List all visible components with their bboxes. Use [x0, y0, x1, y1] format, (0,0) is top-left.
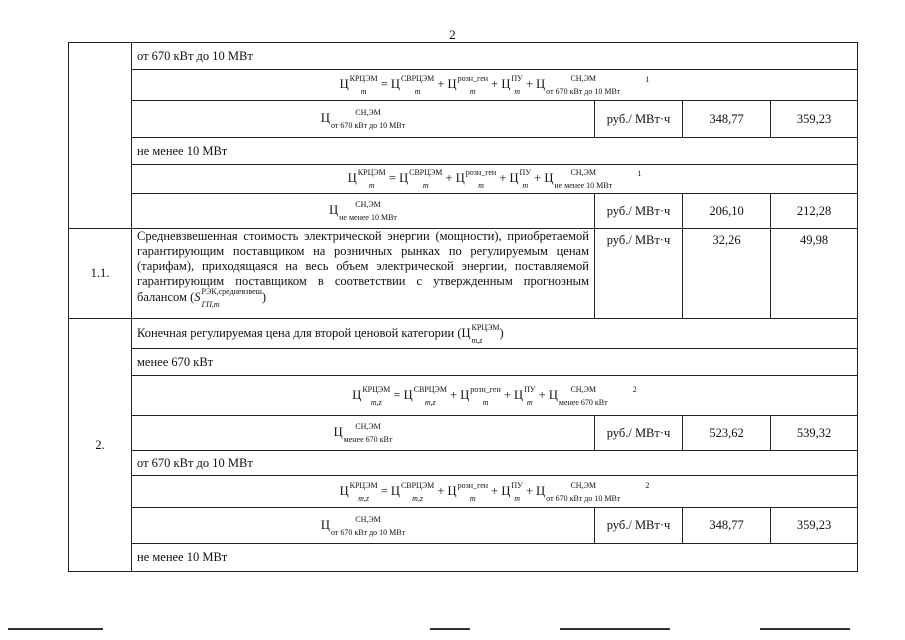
- formula-row: [69, 476, 858, 508]
- unit-cell: руб./ МВт·ч: [595, 229, 683, 319]
- item-description: Средневзвешенная стоимость электрической энергии (мощности), приобретаемой гарантирующим поставщиком на розничных рынках по регулируемым ценам (тарифам), приходящаяся на весь объем электрической энергии, поставляемой гарантирующим поставщиком в соответствии с утвержденным прогнозным балансом (S РЭК,средневзвеш ГП,m ): [132, 229, 595, 319]
- footnote-mark: 1: [645, 74, 650, 84]
- item-number: 1.1.: [69, 229, 132, 319]
- formula: Ц КРЦЭМ m,z = Ц СВРЦЭМ m,z + Ц розн_ген m + Ц ПУ m + Ц СН,ЭМ менее 670 кВт $^2$: [132, 376, 858, 416]
- tariff-table: [68, 42, 858, 572]
- formula-row: [69, 376, 858, 416]
- scan-edge-lines: [0, 628, 905, 638]
- row-label: от 670 кВт до 10 МВт: [132, 43, 858, 70]
- table-row: [69, 229, 858, 319]
- unit-cell: руб./ МВт·ч: [595, 416, 683, 451]
- footnote-mark: 2: [645, 481, 650, 491]
- value-cell: 359,23: [771, 508, 858, 544]
- value-cell: 49,98: [771, 229, 858, 319]
- formula: Ц КРЦЭМ m,z = Ц СВРЦЭМ m,z + Ц розн_ген m + Ц ПУ m + Ц СН,ЭМ от 670 кВт до 10 МВт $^2$: [132, 476, 858, 508]
- number-cell: [69, 43, 132, 229]
- unit-cell: руб./ МВт·ч: [595, 194, 683, 229]
- value-cell: 523,62: [683, 416, 771, 451]
- table-row: [69, 101, 858, 138]
- value-symbol: Ц СН,ЭМ от 670 кВт до 10 МВт: [132, 101, 595, 138]
- table-row: [69, 451, 858, 476]
- row-label: не менее 10 МВт: [132, 138, 858, 165]
- table-row: [69, 349, 858, 376]
- value-symbol: Ц СН,ЭМ не менее 10 МВт: [132, 194, 595, 229]
- table-row: [69, 138, 858, 165]
- value-cell: 32,26: [683, 229, 771, 319]
- value-symbol: Ц СН,ЭМ менее 670 кВт: [132, 416, 595, 451]
- value-cell: 206,10: [683, 194, 771, 229]
- value-cell: 348,77: [683, 101, 771, 138]
- unit-cell: руб./ МВт·ч: [595, 508, 683, 544]
- formula-row: [69, 70, 858, 101]
- value-symbol: Ц СН,ЭМ от 670 кВт до 10 МВт: [132, 508, 595, 544]
- unit-cell: руб./ МВт·ч: [595, 101, 683, 138]
- table-row: [69, 416, 858, 451]
- row-label: от 670 кВт до 10 МВт: [132, 451, 858, 476]
- value-cell: 359,23: [771, 101, 858, 138]
- footnote-mark: 1: [637, 168, 642, 178]
- row-label: не менее 10 МВт: [132, 544, 858, 572]
- value-cell: 212,28: [771, 194, 858, 229]
- table-row: [69, 43, 858, 70]
- formula-row: [69, 165, 858, 194]
- page-number: 2: [449, 27, 456, 42]
- table-row: [69, 319, 858, 349]
- section-heading: Конечная регулируемая цена для второй ценовой категории (Ц КРЦЭМ m,z ): [132, 319, 858, 349]
- table-row: [69, 544, 858, 572]
- table-row: [69, 194, 858, 229]
- item-number: 2.: [69, 319, 132, 572]
- row-label: менее 670 кВт: [132, 349, 858, 376]
- value-cell: 539,32: [771, 416, 858, 451]
- formula: Ц КРЦЭМ m = Ц СВРЦЭМ m + Ц розн_ген m + Ц ПУ m + Ц СН,ЭМ не менее 10 МВт $^1$: [132, 165, 858, 194]
- value-cell: 348,77: [683, 508, 771, 544]
- table-row: [69, 508, 858, 544]
- footnote-mark: 2: [632, 385, 637, 395]
- formula: Ц КРЦЭМ m = Ц СВРЦЭМ m + Ц розн_ген m + Ц ПУ m + Ц СН,ЭМ от 670 кВт до 10 МВт $^1$: [132, 70, 858, 101]
